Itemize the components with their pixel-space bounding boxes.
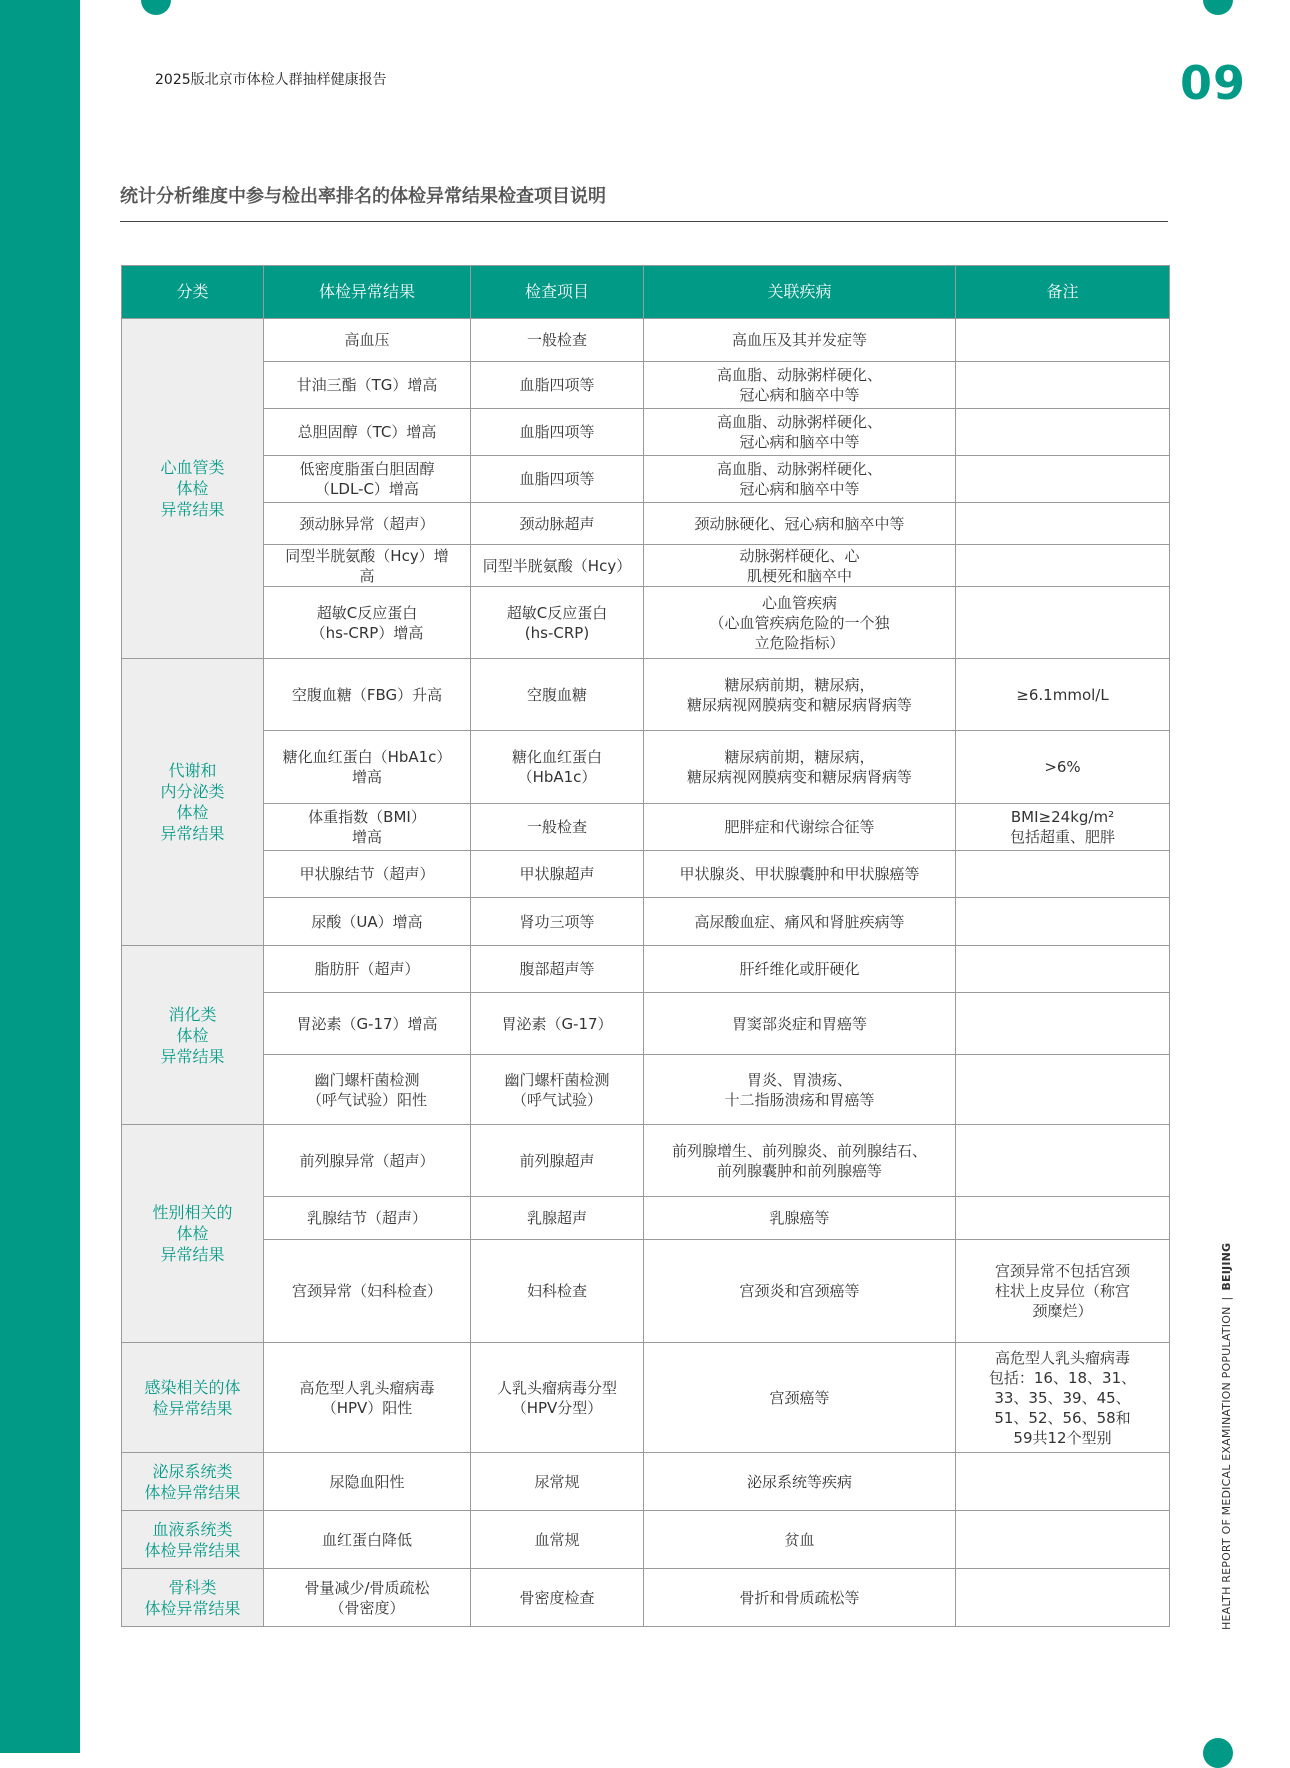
result-cell: 糖化血红蛋白（HbA1c） 增高 [264, 731, 471, 804]
note-cell: >6% [956, 731, 1170, 804]
disease-cell: 高血脂、动脉粥样硬化、 冠心病和脑卒中等 [644, 409, 956, 456]
note-cell [956, 1125, 1170, 1197]
note-cell [956, 851, 1170, 898]
exam-cell: 人乳头瘤病毒分型 （HPV分型） [471, 1343, 644, 1453]
exam-cell: 骨密度检查 [471, 1569, 644, 1627]
disease-cell: 糖尿病前期，糖尿病， 糖尿病视网膜病变和糖尿病肾病等 [644, 659, 956, 731]
result-cell: 血红蛋白降低 [264, 1511, 471, 1569]
note-cell [956, 1453, 1170, 1511]
table-row [122, 851, 1170, 898]
category-cell: 心血管类 体检 异常结果 [122, 319, 264, 659]
note-cell [956, 1569, 1170, 1627]
result-cell: 甘油三酯（TG）增高 [264, 362, 471, 409]
side-caption-city: BEIJING [1220, 1242, 1233, 1291]
note-cell: BMI≥24kg/m² 包括超重、肥胖 [956, 804, 1170, 851]
result-cell: 空腹血糖（FBG）升高 [264, 659, 471, 731]
result-cell: 乳腺结节（超声） [264, 1197, 471, 1240]
result-cell: 宫颈异常（妇科检查） [264, 1240, 471, 1343]
exam-cell: 血脂四项等 [471, 456, 644, 503]
table-row [122, 587, 1170, 659]
disease-cell: 高血脂、动脉粥样硬化、 冠心病和脑卒中等 [644, 456, 956, 503]
report-title: 2025版北京市体检人群抽样健康报告 [155, 72, 387, 88]
note-cell [956, 946, 1170, 993]
result-cell: 总胆固醇（TC）增高 [264, 409, 471, 456]
exam-cell: 妇科检查 [471, 1240, 644, 1343]
disease-cell: 心血管疾病 （心血管疾病危险的一个独 立危险指标） [644, 587, 956, 659]
disease-cell: 泌尿系统等疾病 [644, 1453, 956, 1511]
exam-cell: 血脂四项等 [471, 362, 644, 409]
note-cell [956, 993, 1170, 1055]
side-caption-separator: | [1220, 1296, 1233, 1301]
note-cell [956, 409, 1170, 456]
table-row [122, 1197, 1170, 1240]
category-cell: 骨科类 体检异常结果 [122, 1569, 264, 1627]
exam-cell: 肾功三项等 [471, 898, 644, 946]
exam-cell: 空腹血糖 [471, 659, 644, 731]
exam-cell: 颈动脉超声 [471, 503, 644, 545]
exam-cell: 超敏C反应蛋白 (hs-CRP) [471, 587, 644, 659]
table-row [122, 456, 1170, 503]
result-cell: 低密度脂蛋白胆固醇 （LDL-C）增高 [264, 456, 471, 503]
table-row [122, 503, 1170, 545]
disease-cell: 高血脂、动脉粥样硬化、 冠心病和脑卒中等 [644, 362, 956, 409]
section-title: 统计分析维度中参与检出率排名的体检异常结果检查项目说明 [120, 186, 606, 207]
side-vertical-caption [1220, 1243, 1233, 1630]
table-row [122, 1343, 1170, 1453]
category-cell: 血液系统类 体检异常结果 [122, 1511, 264, 1569]
exam-cell: 胃泌素（G-17） [471, 993, 644, 1055]
page-number: 09 [1180, 56, 1247, 110]
disease-cell: 颈动脉硬化、冠心病和脑卒中等 [644, 503, 956, 545]
table-row [122, 1240, 1170, 1343]
exam-cell: 糖化血红蛋白 （HbA1c） [471, 731, 644, 804]
table-header-row [122, 266, 1170, 319]
result-cell: 脂肪肝（超声） [264, 946, 471, 993]
note-cell [956, 503, 1170, 545]
note-cell [956, 587, 1170, 659]
result-cell: 甲状腺结节（超声） [264, 851, 471, 898]
header-result: 体检异常结果 [264, 266, 471, 319]
note-cell [956, 319, 1170, 362]
note-cell [956, 362, 1170, 409]
result-cell: 尿隐血阳性 [264, 1453, 471, 1511]
decor-dot-top-left [141, 0, 171, 15]
table-row [122, 1055, 1170, 1125]
result-cell: 超敏C反应蛋白 （hs-CRP）增高 [264, 587, 471, 659]
exam-cell: 甲状腺超声 [471, 851, 644, 898]
table-row [122, 1511, 1170, 1569]
side-caption-line: HEALTH REPORT OF MEDICAL EXAMINATION POPULATION [1220, 1306, 1233, 1630]
header-category: 分类 [122, 266, 264, 319]
result-cell: 同型半胱氨酸（Hcy）增 高 [264, 545, 471, 587]
table-row [122, 659, 1170, 731]
note-cell [956, 1197, 1170, 1240]
note-cell [956, 1055, 1170, 1125]
table-row [122, 898, 1170, 946]
category-cell: 感染相关的体 检异常结果 [122, 1343, 264, 1453]
disease-cell: 胃炎、胃溃疡、 十二指肠溃疡和胃癌等 [644, 1055, 956, 1125]
disease-cell: 高尿酸血症、痛风和肾脏疾病等 [644, 898, 956, 946]
category-cell: 消化类 体检 异常结果 [122, 946, 264, 1125]
disease-cell: 高血压及其并发症等 [644, 319, 956, 362]
table-row [122, 946, 1170, 993]
exam-cell: 乳腺超声 [471, 1197, 644, 1240]
disease-cell: 甲状腺炎、甲状腺囊肿和甲状腺癌等 [644, 851, 956, 898]
disease-cell: 乳腺癌等 [644, 1197, 956, 1240]
category-cell: 泌尿系统类 体检异常结果 [122, 1453, 264, 1511]
table-row [122, 804, 1170, 851]
exam-cell: 同型半胱氨酸（Hcy） [471, 545, 644, 587]
section-divider [120, 221, 1168, 222]
table-row [122, 1453, 1170, 1511]
result-cell: 高血压 [264, 319, 471, 362]
note-cell [956, 456, 1170, 503]
decor-dot-bottom-right [1203, 1738, 1233, 1768]
exam-cell: 腹部超声等 [471, 946, 644, 993]
header-exam: 检查项目 [471, 266, 644, 319]
disease-cell: 肝纤维化或肝硬化 [644, 946, 956, 993]
category-cell: 代谢和 内分泌类 体检 异常结果 [122, 659, 264, 946]
result-cell: 体重指数（BMI） 增高 [264, 804, 471, 851]
header-note: 备注 [956, 266, 1170, 319]
result-cell: 幽门螺杆菌检测 （呼气试验）阳性 [264, 1055, 471, 1125]
table-row [122, 362, 1170, 409]
left-accent-bar [0, 0, 80, 1753]
table-row [122, 1125, 1170, 1197]
exam-cell: 血脂四项等 [471, 409, 644, 456]
exam-cell: 尿常规 [471, 1453, 644, 1511]
exam-cell: 幽门螺杆菌检测 （呼气试验） [471, 1055, 644, 1125]
note-cell: ≥6.1mmol/L [956, 659, 1170, 731]
table-row [122, 409, 1170, 456]
table-body [122, 319, 1170, 1627]
disease-cell: 骨折和骨质疏松等 [644, 1569, 956, 1627]
category-cell: 性别相关的 体检 异常结果 [122, 1125, 264, 1343]
disease-cell: 宫颈炎和宫颈癌等 [644, 1240, 956, 1343]
table-row [122, 993, 1170, 1055]
note-cell [956, 1511, 1170, 1569]
disease-cell: 前列腺增生、前列腺炎、前列腺结石、 前列腺囊肿和前列腺癌等 [644, 1125, 956, 1197]
exam-cell: 前列腺超声 [471, 1125, 644, 1197]
table-row [122, 731, 1170, 804]
note-cell: 宫颈异常不包括宫颈 柱状上皮异位（称宫 颈糜烂） [956, 1240, 1170, 1343]
disease-cell: 肥胖症和代谢综合征等 [644, 804, 956, 851]
disease-cell: 胃窦部炎症和胃癌等 [644, 993, 956, 1055]
findings-table [121, 265, 1170, 1627]
disease-cell: 动脉粥样硬化、心 肌梗死和脑卒中 [644, 545, 956, 587]
exam-cell: 一般检查 [471, 804, 644, 851]
note-cell [956, 545, 1170, 587]
result-cell: 颈动脉异常（超声） [264, 503, 471, 545]
note-cell [956, 898, 1170, 946]
disease-cell: 糖尿病前期，糖尿病， 糖尿病视网膜病变和糖尿病肾病等 [644, 731, 956, 804]
result-cell: 前列腺异常（超声） [264, 1125, 471, 1197]
result-cell: 骨量减少/骨质疏松 （骨密度） [264, 1569, 471, 1627]
result-cell: 胃泌素（G-17）增高 [264, 993, 471, 1055]
result-cell: 尿酸（UA）增高 [264, 898, 471, 946]
disease-cell: 宫颈癌等 [644, 1343, 956, 1453]
table-row [122, 545, 1170, 587]
table-row [122, 319, 1170, 362]
result-cell: 高危型人乳头瘤病毒 （HPV）阳性 [264, 1343, 471, 1453]
exam-cell: 一般检查 [471, 319, 644, 362]
decor-dot-top-right [1203, 0, 1233, 15]
note-cell: 高危型人乳头瘤病毒 包括：16、18、31、 33、35、39、45、 51、52、56、58和 59共12个型别 [956, 1343, 1170, 1453]
disease-cell: 贫血 [644, 1511, 956, 1569]
table-row [122, 1569, 1170, 1627]
header-disease: 关联疾病 [644, 266, 956, 319]
exam-cell: 血常规 [471, 1511, 644, 1569]
